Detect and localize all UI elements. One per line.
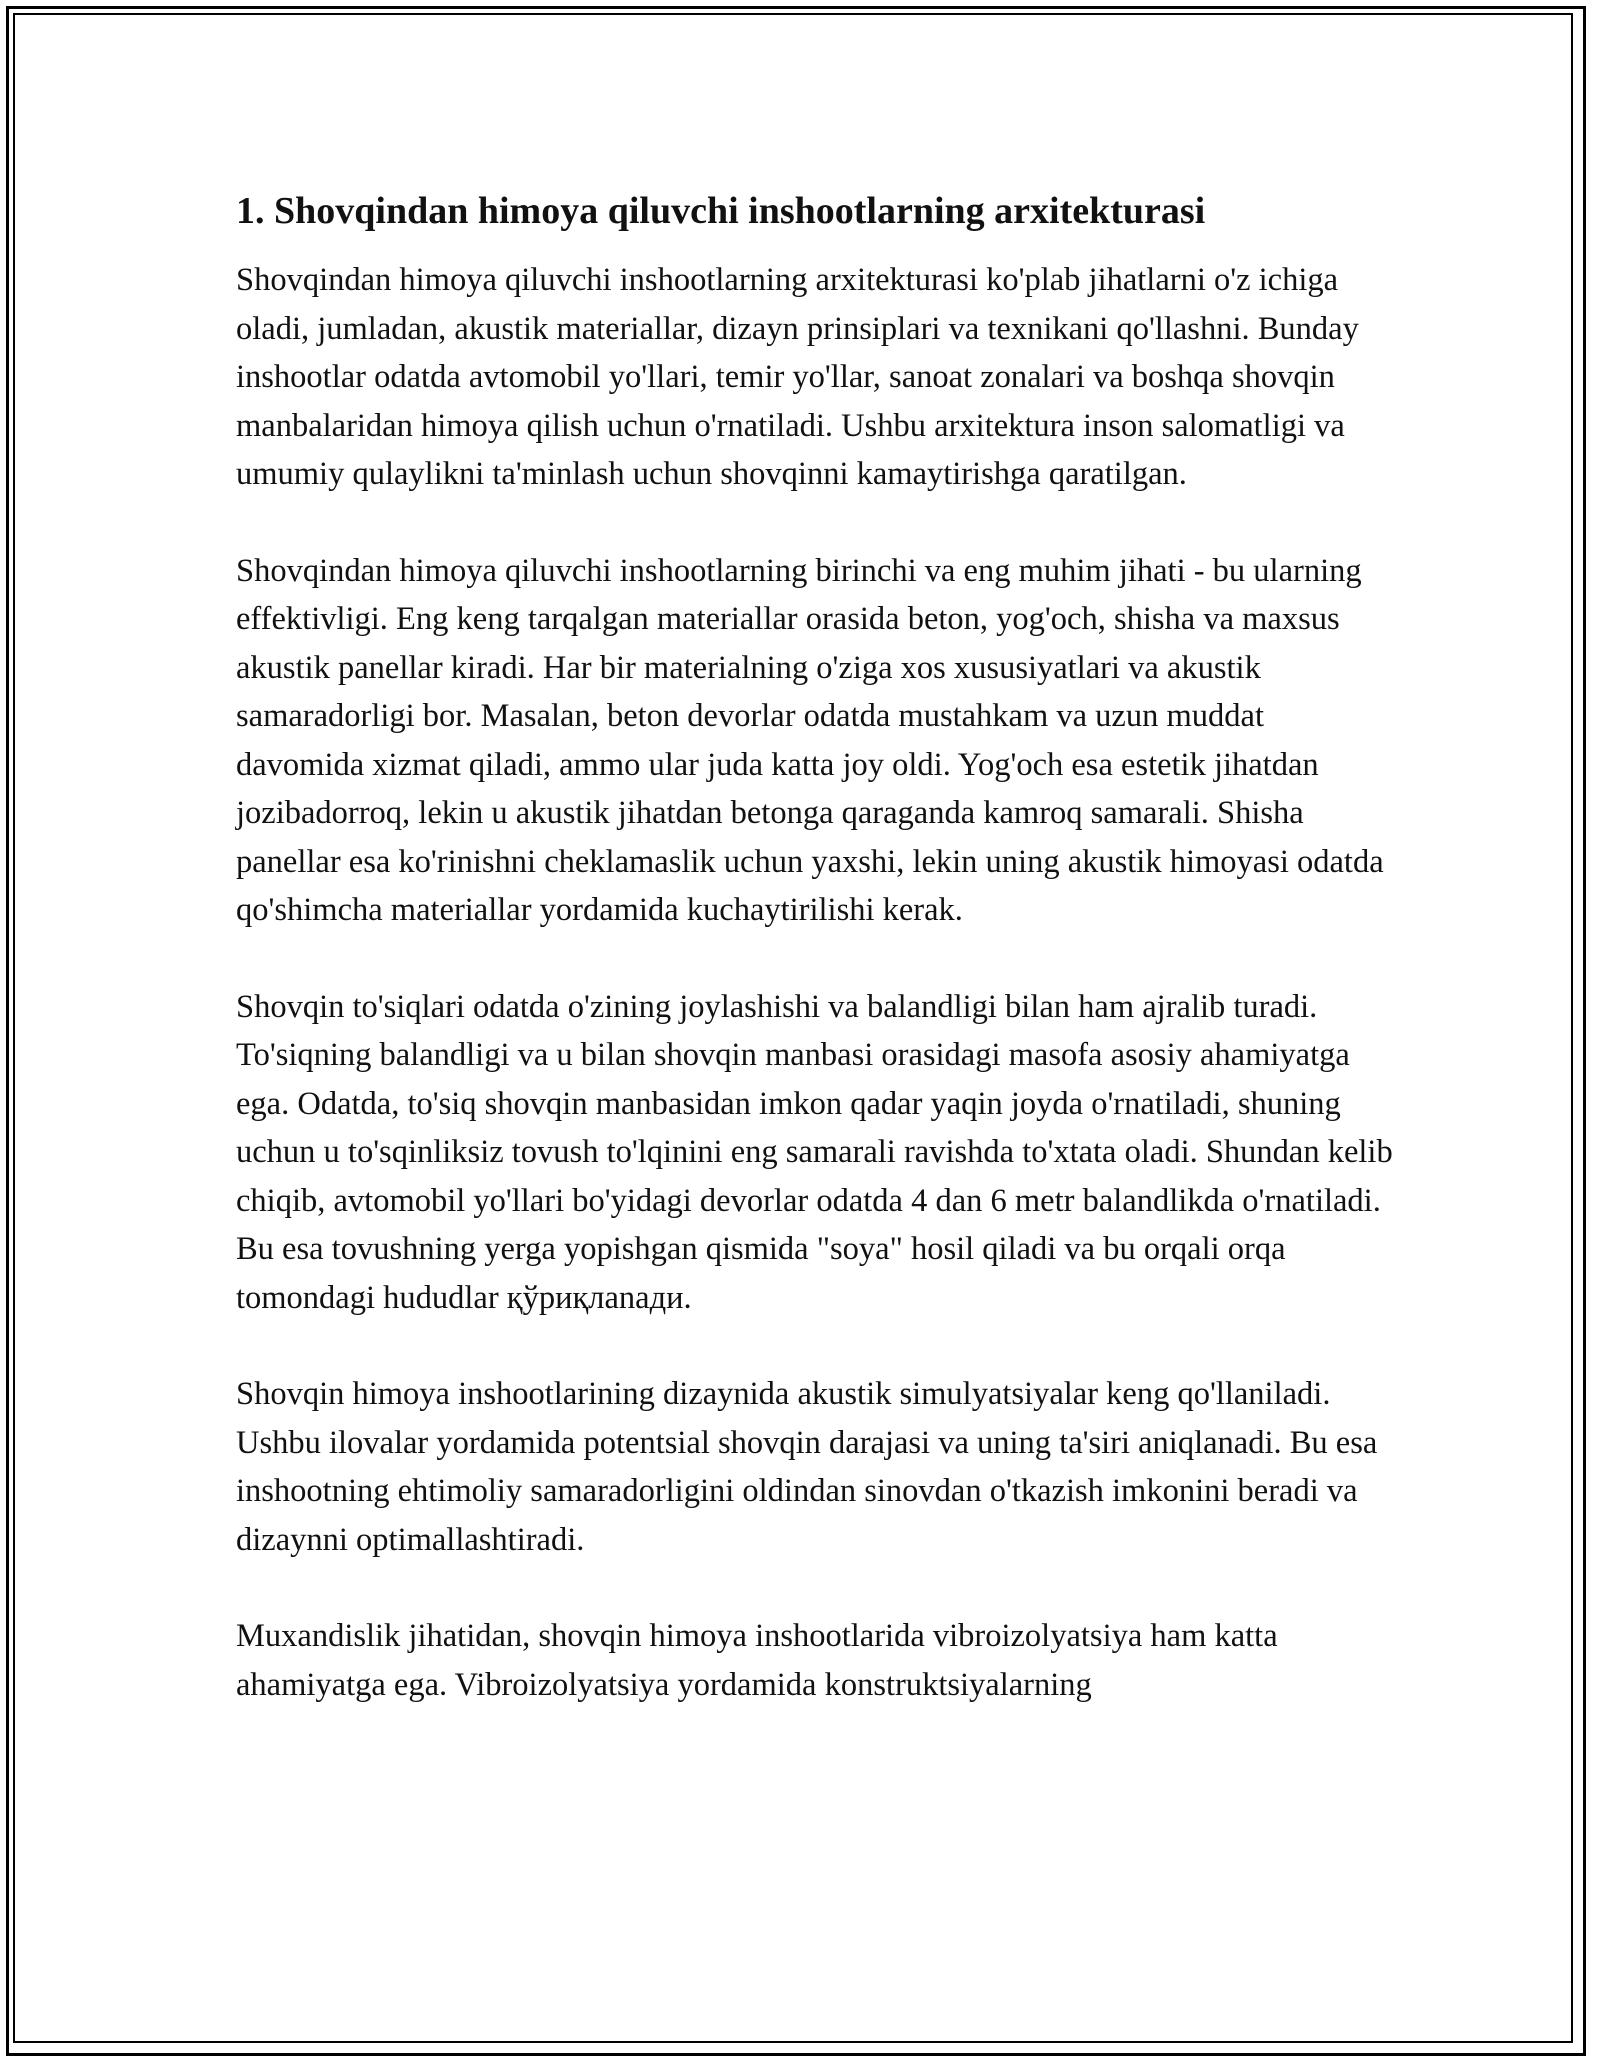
paragraph-1: Shovqindan himoya qiluvchi inshootlarning arxitekturasi ko'plab jihatlarni o'z ichiga oladi, jumladan, akustik materiallar, dizayn prinsiplari va texnikani qo'llashni. Bunday inshootlar odatda avtomobil yo'llari, temir yo'llar, sanoat zonalari va boshqa shovqin manbalaridan himoya qilish uchun o'rnatiladi. Ushbu arxitektura inson salomatligi va umumiy qulaylikni ta'minlash uchun shovqinni kamaytirishga qaratilgan.	[236, 262, 1359, 492]
section-heading: 1. Shovqindan himoya qiluvchi inshootlarning arxitekturasi	[236, 190, 1206, 232]
paragraph-2: Shovqindan himoya qiluvchi inshootlarning birinchi va eng muhim jihati - bu ularning effektivligi. Eng keng tarqalgan materiallar orasida beton, yog'och, shisha va maxsus akustik panellar kiradi. Har bir materialning o'ziga xos xususiyatlari va akustik samaradorligi bor. Masalan, beton devorlar odatda mustahkam va uzun muddat davomida xizmat qiladi, ammo ular juda katta joy oldi. Yog'och esa estetik jihatdan jozibadorroq, lekin u akustik jihatdan betonga qaraganda kamroq samarali. Shisha panellar esa ko'rinishni cheklamaslik uchun yaxshi, lekin uning akustik himoyasi odatda qo'shimcha materiallar yordamida kuchaytirilishi kerak.	[236, 552, 1384, 928]
paragraph-5: Muxandislik jihatidan, shovqin himoya inshootlarida vibroizolyatsiya ham katta ahamiyatga ega. Vibroizolyatsiya yordamida konstruktsiyalarning	[236, 1618, 1278, 1703]
paragraph-3: Shovqin to'siqlari odatda o'zining joylashishi va balandligi bilan ham ajralib turadi. To'siqning balandligi va u bilan shovqin manbasi orasidagi masofa asosiy ahamiyatga ega. Odatda, to'siq shovqin manbasidan imkon qadar yaqin joyda o'rnatiladi, shuning uchun u to'sqinliksiz tovush to'lqinini eng samarali ravishda to'xtata oladi. Shundan kelib chiqib, avtomobil yo'llari bo'yidagi devorlar odatda 4 dan 6 metr balandlikda o'rnatiladi. Bu esa tovushning yerga yopishgan qismida "soya" hosil qiladi va bu orqali orqa tomondagi hududlar қўриқлanади.	[236, 988, 1393, 1316]
document-body	[236, 186, 1396, 1709]
paragraph-4: Shovqin himoya inshootlarining dizaynida akustik simulyatsiyalar keng qo'llaniladi. Ushbu ilovalar yordamida potentsial shovqin darajasi va uning ta'siri aniqlanadi. Bu esa inshootning ehtimoliy samaradorligini oldindan sinovdan o'tkazish imkonini beradi va dizaynni optimallashtiradi.	[236, 1376, 1378, 1558]
